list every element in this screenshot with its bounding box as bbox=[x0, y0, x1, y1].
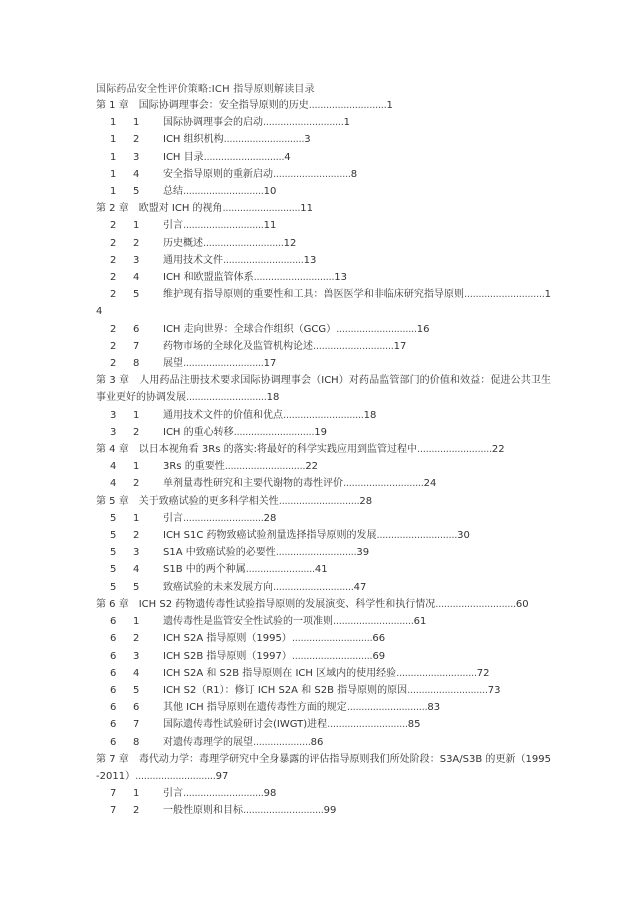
chapter-number: 1 bbox=[110, 117, 117, 129]
entry-title: 其他 ICH 指导原则在遗传毒性方面的规定 bbox=[163, 702, 347, 714]
toc-section-entry bbox=[96, 527, 551, 544]
leader-dots: ............................ bbox=[253, 272, 335, 284]
chapter-number: 3 bbox=[110, 409, 117, 421]
page-number: 13 bbox=[334, 272, 347, 284]
leader-dots: ............................ bbox=[464, 289, 545, 301]
section-number: 2 bbox=[133, 134, 140, 146]
entry-title: 国际协调理事会的启动 bbox=[163, 117, 263, 129]
toc-section-entry bbox=[96, 217, 551, 234]
section-number: 1 bbox=[133, 220, 140, 232]
section-number: 1 bbox=[133, 512, 140, 524]
leader-dots: ............................ bbox=[203, 151, 285, 163]
entry-title: 对遗传毒理学的展望 bbox=[163, 736, 253, 748]
leader-dots: ........................... bbox=[273, 168, 351, 180]
page-number: 4 bbox=[284, 151, 291, 163]
section-number: 5 bbox=[133, 581, 140, 593]
toc-section-entry bbox=[96, 716, 551, 733]
toc-section-entry bbox=[96, 682, 551, 699]
entry-title: ICH 走向世界：全球合作组织（GCG） bbox=[163, 323, 337, 335]
section-number: 2 bbox=[133, 633, 140, 645]
section-number: 4 bbox=[133, 168, 140, 180]
toc-section-entry bbox=[96, 802, 551, 819]
entry-title: ICH S2（R1）：修订 ICH S2A 和 S2B 指导原则的原因 bbox=[163, 684, 408, 696]
chapter-label: 第 7 章 bbox=[96, 753, 129, 765]
page-number: 47 bbox=[353, 581, 367, 593]
page-number: 19 bbox=[314, 426, 327, 438]
page-number: 11 bbox=[263, 220, 277, 232]
leader-dots: ............................ bbox=[183, 512, 264, 524]
entry-title: ICH 目录 bbox=[163, 151, 204, 163]
page-number: 1 bbox=[386, 100, 393, 111]
page-number: 66 bbox=[372, 633, 386, 645]
chapter-label: 第 2 章 bbox=[96, 203, 129, 215]
page-number: 86 bbox=[310, 736, 324, 748]
section-number: 8 bbox=[133, 358, 140, 370]
toc-section-entry bbox=[96, 235, 551, 252]
toc-section-entry bbox=[96, 338, 551, 355]
toc-section-entry bbox=[96, 131, 551, 148]
page-number: 85 bbox=[407, 719, 421, 731]
leader-dots: ............................ bbox=[275, 547, 357, 559]
toc-chapter-entry bbox=[96, 372, 551, 406]
toc-chapter-entry bbox=[96, 493, 551, 510]
chapter-number: 2 bbox=[110, 237, 117, 249]
chapter-label: 第 6 章 bbox=[96, 598, 129, 610]
entry-title: 国际遗传毒性试验研讨会(IWGT)进程 bbox=[163, 719, 328, 731]
leader-dots: ............................ bbox=[313, 340, 394, 352]
entry-title: ICH S2 药物遗传毒性试验指导原则的发展演变、科学性和执行情况 bbox=[138, 598, 436, 610]
page-number: 22 bbox=[491, 444, 505, 456]
entry-title: 一般性原则和目标 bbox=[163, 805, 243, 817]
section-number: 6 bbox=[133, 323, 140, 335]
chapter-label: 第 4 章 bbox=[96, 444, 129, 456]
page-number: 12 bbox=[283, 237, 297, 249]
chapter-number: 5 bbox=[110, 512, 117, 524]
chapter-label: 第 1 章 bbox=[96, 100, 129, 111]
chapter-label: 第 5 章 bbox=[96, 495, 129, 507]
toc-chapter-entry bbox=[96, 441, 551, 458]
chapter-number: 3 bbox=[110, 426, 117, 438]
entry-title: 以日本视角看 3Rs 的落实:将最好的科学实践应用到监管过程中 bbox=[138, 444, 417, 456]
toc-section-entry bbox=[96, 699, 551, 716]
page-number: 28 bbox=[359, 495, 373, 507]
section-number: 6 bbox=[133, 702, 140, 714]
entry-title: S1B 中的两个种属 bbox=[163, 564, 246, 576]
leader-dots: ........................... bbox=[308, 100, 387, 111]
page-number: 18 bbox=[363, 409, 377, 421]
toc-section-entry bbox=[96, 269, 551, 286]
leader-dots: ............................ bbox=[283, 409, 364, 421]
toc-section-entry bbox=[96, 579, 551, 596]
section-number: 3 bbox=[133, 547, 140, 559]
entry-title: 展望 bbox=[163, 358, 183, 370]
leader-dots: ............................ bbox=[407, 684, 488, 696]
toc-section-entry bbox=[96, 734, 551, 751]
page-number: 14 bbox=[96, 289, 551, 318]
entry-title: 历史概述 bbox=[163, 237, 203, 249]
entry-title: ICH S2A 指导原则（1995） bbox=[163, 633, 292, 645]
table-of-contents bbox=[96, 97, 551, 820]
page-number: 30 bbox=[457, 530, 470, 542]
entry-title: ICH 和欧盟监管体系 bbox=[163, 272, 254, 284]
page-number: 39 bbox=[356, 547, 370, 559]
entry-title: 总结 bbox=[163, 186, 183, 198]
section-number: 3 bbox=[133, 151, 140, 163]
page-number: 3 bbox=[304, 134, 311, 146]
leader-dots: ............................ bbox=[223, 254, 304, 266]
page-number: 13 bbox=[303, 254, 317, 266]
page-number: 17 bbox=[263, 358, 277, 370]
leader-dots: ............................ bbox=[223, 134, 305, 146]
toc-section-entry bbox=[96, 648, 551, 665]
toc-section-entry bbox=[96, 510, 551, 527]
leader-dots: ............................ bbox=[435, 598, 516, 610]
chapter-number: 2 bbox=[110, 254, 117, 266]
chapter-number: 6 bbox=[110, 667, 117, 679]
toc-chapter-entry bbox=[96, 751, 551, 785]
leader-dots: ............................ bbox=[135, 770, 216, 782]
entry-title: 单剂量毒性研究和主要代谢物的毒性评价 bbox=[163, 478, 343, 490]
toc-section-entry bbox=[96, 114, 551, 131]
leader-dots: ........................... bbox=[222, 203, 301, 215]
section-number: 2 bbox=[133, 478, 140, 490]
leader-dots: ............................ bbox=[263, 117, 344, 129]
entry-title: 致癌试验的未来发展方向 bbox=[163, 581, 273, 593]
leader-dots: ............................ bbox=[273, 581, 354, 593]
chapter-number: 4 bbox=[110, 478, 117, 490]
page-number: 69 bbox=[372, 650, 386, 662]
toc-section-entry bbox=[96, 407, 551, 424]
section-number: 2 bbox=[133, 805, 140, 817]
toc-chapter-entry bbox=[96, 200, 551, 217]
entry-title: 引言 bbox=[163, 788, 183, 800]
entry-title: 安全指导原则的重新启动 bbox=[163, 168, 273, 180]
section-number: 5 bbox=[133, 684, 140, 696]
toc-section-entry bbox=[96, 166, 551, 183]
page-number: 11 bbox=[300, 203, 314, 215]
page-number: 18 bbox=[266, 392, 280, 404]
chapter-number: 5 bbox=[110, 581, 117, 593]
toc-section-entry bbox=[96, 424, 551, 441]
chapter-number: 1 bbox=[110, 134, 117, 146]
page-number: 60 bbox=[515, 598, 529, 610]
leader-dots: ............................ bbox=[396, 667, 477, 679]
section-number: 3 bbox=[133, 650, 140, 662]
chapter-number: 1 bbox=[110, 168, 117, 180]
page-number: 73 bbox=[487, 684, 501, 696]
chapter-number: 6 bbox=[110, 633, 117, 645]
chapter-number: 7 bbox=[110, 788, 117, 800]
page-number: 41 bbox=[314, 564, 328, 576]
toc-chapter-entry bbox=[96, 596, 551, 613]
entry-title: 3Rs 的重要性 bbox=[163, 461, 225, 473]
leader-dots: ............................ bbox=[333, 616, 414, 628]
section-number: 1 bbox=[133, 461, 140, 473]
entry-title: 药物市场的全球化及监管机构论述 bbox=[163, 340, 313, 352]
entry-title: S1A 中致癌试验的必要性 bbox=[163, 547, 276, 559]
section-number: 4 bbox=[133, 272, 140, 284]
entry-title: 遗传毒性是监管安全性试验的一项准则 bbox=[163, 616, 333, 628]
leader-dots: ............................ bbox=[183, 220, 264, 232]
chapter-number: 2 bbox=[110, 340, 117, 352]
toc-section-entry bbox=[96, 458, 551, 475]
chapter-number: 2 bbox=[110, 220, 117, 232]
leader-dots: .......................... bbox=[416, 444, 492, 456]
page-number: 1 bbox=[343, 117, 350, 129]
page-number: 17 bbox=[393, 340, 407, 352]
entry-title: 欧盟对 ICH 的视角 bbox=[138, 203, 223, 215]
chapter-number: 6 bbox=[110, 650, 117, 662]
section-number: 2 bbox=[133, 237, 140, 249]
section-number: 1 bbox=[133, 409, 140, 421]
chapter-label: 第 3 章 bbox=[96, 375, 130, 387]
page-number: 61 bbox=[413, 616, 427, 628]
toc-section-entry bbox=[96, 355, 551, 372]
leader-dots: .................... bbox=[253, 736, 311, 748]
toc-section-entry bbox=[96, 321, 551, 338]
section-number: 8 bbox=[133, 736, 140, 748]
entry-title: ICH S2B 指导原则（1997） bbox=[163, 650, 292, 662]
entry-title: ICH 组织机构 bbox=[163, 134, 224, 146]
section-number: 4 bbox=[133, 564, 140, 576]
toc-section-entry bbox=[96, 785, 551, 802]
leader-dots: ............................ bbox=[376, 530, 458, 542]
section-number: 1 bbox=[133, 616, 140, 628]
toc-section-entry bbox=[96, 252, 551, 269]
leader-dots: ............................ bbox=[203, 237, 284, 249]
leader-dots: ........................ bbox=[245, 564, 315, 576]
section-number: 7 bbox=[133, 340, 140, 352]
chapter-number: 2 bbox=[110, 323, 117, 335]
toc-section-entry bbox=[96, 149, 551, 166]
chapter-number: 6 bbox=[110, 736, 117, 748]
section-number: 1 bbox=[133, 788, 140, 800]
chapter-number: 2 bbox=[110, 289, 117, 301]
toc-section-entry bbox=[96, 544, 551, 561]
page-number: 22 bbox=[305, 461, 319, 473]
toc-chapter-entry bbox=[96, 97, 551, 114]
toc-section-entry bbox=[96, 665, 551, 682]
section-number: 5 bbox=[133, 289, 140, 301]
entry-title: ICH S1C 药物致癌试验剂量选择指导原则的发展 bbox=[163, 530, 377, 542]
chapter-number: 2 bbox=[110, 358, 117, 370]
entry-title: 国际协调理事会：安全指导原则的历史 bbox=[138, 100, 309, 111]
entry-title: 通用技术文件的价值和优点 bbox=[163, 409, 283, 421]
leader-dots: ............................ bbox=[186, 392, 267, 404]
chapter-number: 2 bbox=[110, 272, 117, 284]
page-number: 8 bbox=[350, 168, 358, 180]
entry-title: 毒代动力学：毒理学研究中全身暴露的评估指导原则我们所处阶段：S3A/S3B 的更新（1995-2011） bbox=[96, 753, 551, 782]
leader-dots: ............................ bbox=[243, 805, 324, 817]
leader-dots: ............................ bbox=[233, 426, 315, 438]
page-number: 28 bbox=[263, 512, 277, 524]
toc-section-entry bbox=[96, 183, 551, 200]
section-number: 4 bbox=[133, 667, 140, 679]
section-number: 2 bbox=[133, 426, 140, 438]
entry-title: 引言 bbox=[163, 220, 183, 232]
chapter-number: 5 bbox=[110, 530, 117, 542]
leader-dots: ............................ bbox=[278, 495, 360, 507]
page-number: 98 bbox=[263, 788, 277, 800]
leader-dots: ............................ bbox=[291, 650, 373, 662]
entry-title: 人用药品注册技术要求国际协调理事会（ICH）对药品监管部门的价值和效益：促进公共卫生事业更好的协调发展 bbox=[96, 375, 551, 404]
entry-title: 引言 bbox=[163, 512, 183, 524]
leader-dots: ............................ bbox=[291, 633, 373, 645]
section-number: 1 bbox=[133, 117, 140, 129]
page-number: 24 bbox=[423, 478, 437, 490]
chapter-number: 7 bbox=[110, 805, 117, 817]
toc-section-entry bbox=[96, 475, 551, 492]
page-number: 97 bbox=[215, 770, 229, 782]
chapter-number: 6 bbox=[110, 684, 117, 696]
chapter-number: 1 bbox=[110, 186, 117, 198]
chapter-number: 6 bbox=[110, 616, 117, 628]
leader-dots: ............................ bbox=[183, 358, 264, 370]
section-number: 7 bbox=[133, 719, 140, 731]
toc-section-entry bbox=[96, 613, 551, 630]
leader-dots: ............................ bbox=[327, 719, 408, 731]
entry-title: 维护现有指导原则的重要性和工具：兽医医学和非临床研究指导原则 bbox=[163, 289, 465, 301]
section-number: 5 bbox=[133, 186, 140, 198]
entry-title: 关于致癌试验的更多科学相关性 bbox=[138, 495, 279, 507]
toc-section-entry bbox=[96, 630, 551, 647]
entry-title: ICH 的重心转移 bbox=[163, 426, 234, 438]
chapter-number: 5 bbox=[110, 564, 117, 576]
leader-dots: ............................ bbox=[336, 323, 417, 335]
leader-dots: ............................ bbox=[183, 186, 264, 198]
toc-section-entry bbox=[96, 286, 551, 320]
entry-title: 通用技术文件 bbox=[163, 254, 223, 266]
chapter-number: 6 bbox=[110, 719, 117, 731]
leader-dots: ............................ bbox=[343, 478, 424, 490]
chapter-number: 4 bbox=[110, 461, 117, 473]
page-number: 10 bbox=[263, 186, 277, 198]
leader-dots: ............................ bbox=[346, 702, 428, 714]
chapter-number: 5 bbox=[110, 547, 117, 559]
toc-section-entry bbox=[96, 561, 551, 578]
toc-title: 国际药品安全性评价策略:ICH 指导原则解读目录 bbox=[96, 84, 315, 95]
leader-dots: ............................ bbox=[183, 788, 264, 800]
page-number: 83 bbox=[427, 702, 441, 714]
page-number: 72 bbox=[476, 667, 490, 679]
leader-dots: ............................ bbox=[224, 461, 306, 473]
page-number: 99 bbox=[323, 805, 337, 817]
section-number: 3 bbox=[133, 254, 140, 266]
chapter-number: 6 bbox=[110, 702, 117, 714]
chapter-number: 1 bbox=[110, 151, 117, 163]
section-number: 2 bbox=[133, 530, 140, 542]
page-number: 16 bbox=[416, 323, 430, 335]
entry-title: ICH S2A 和 S2B 指导原则在 ICH 区域内的使用经验 bbox=[163, 667, 397, 679]
